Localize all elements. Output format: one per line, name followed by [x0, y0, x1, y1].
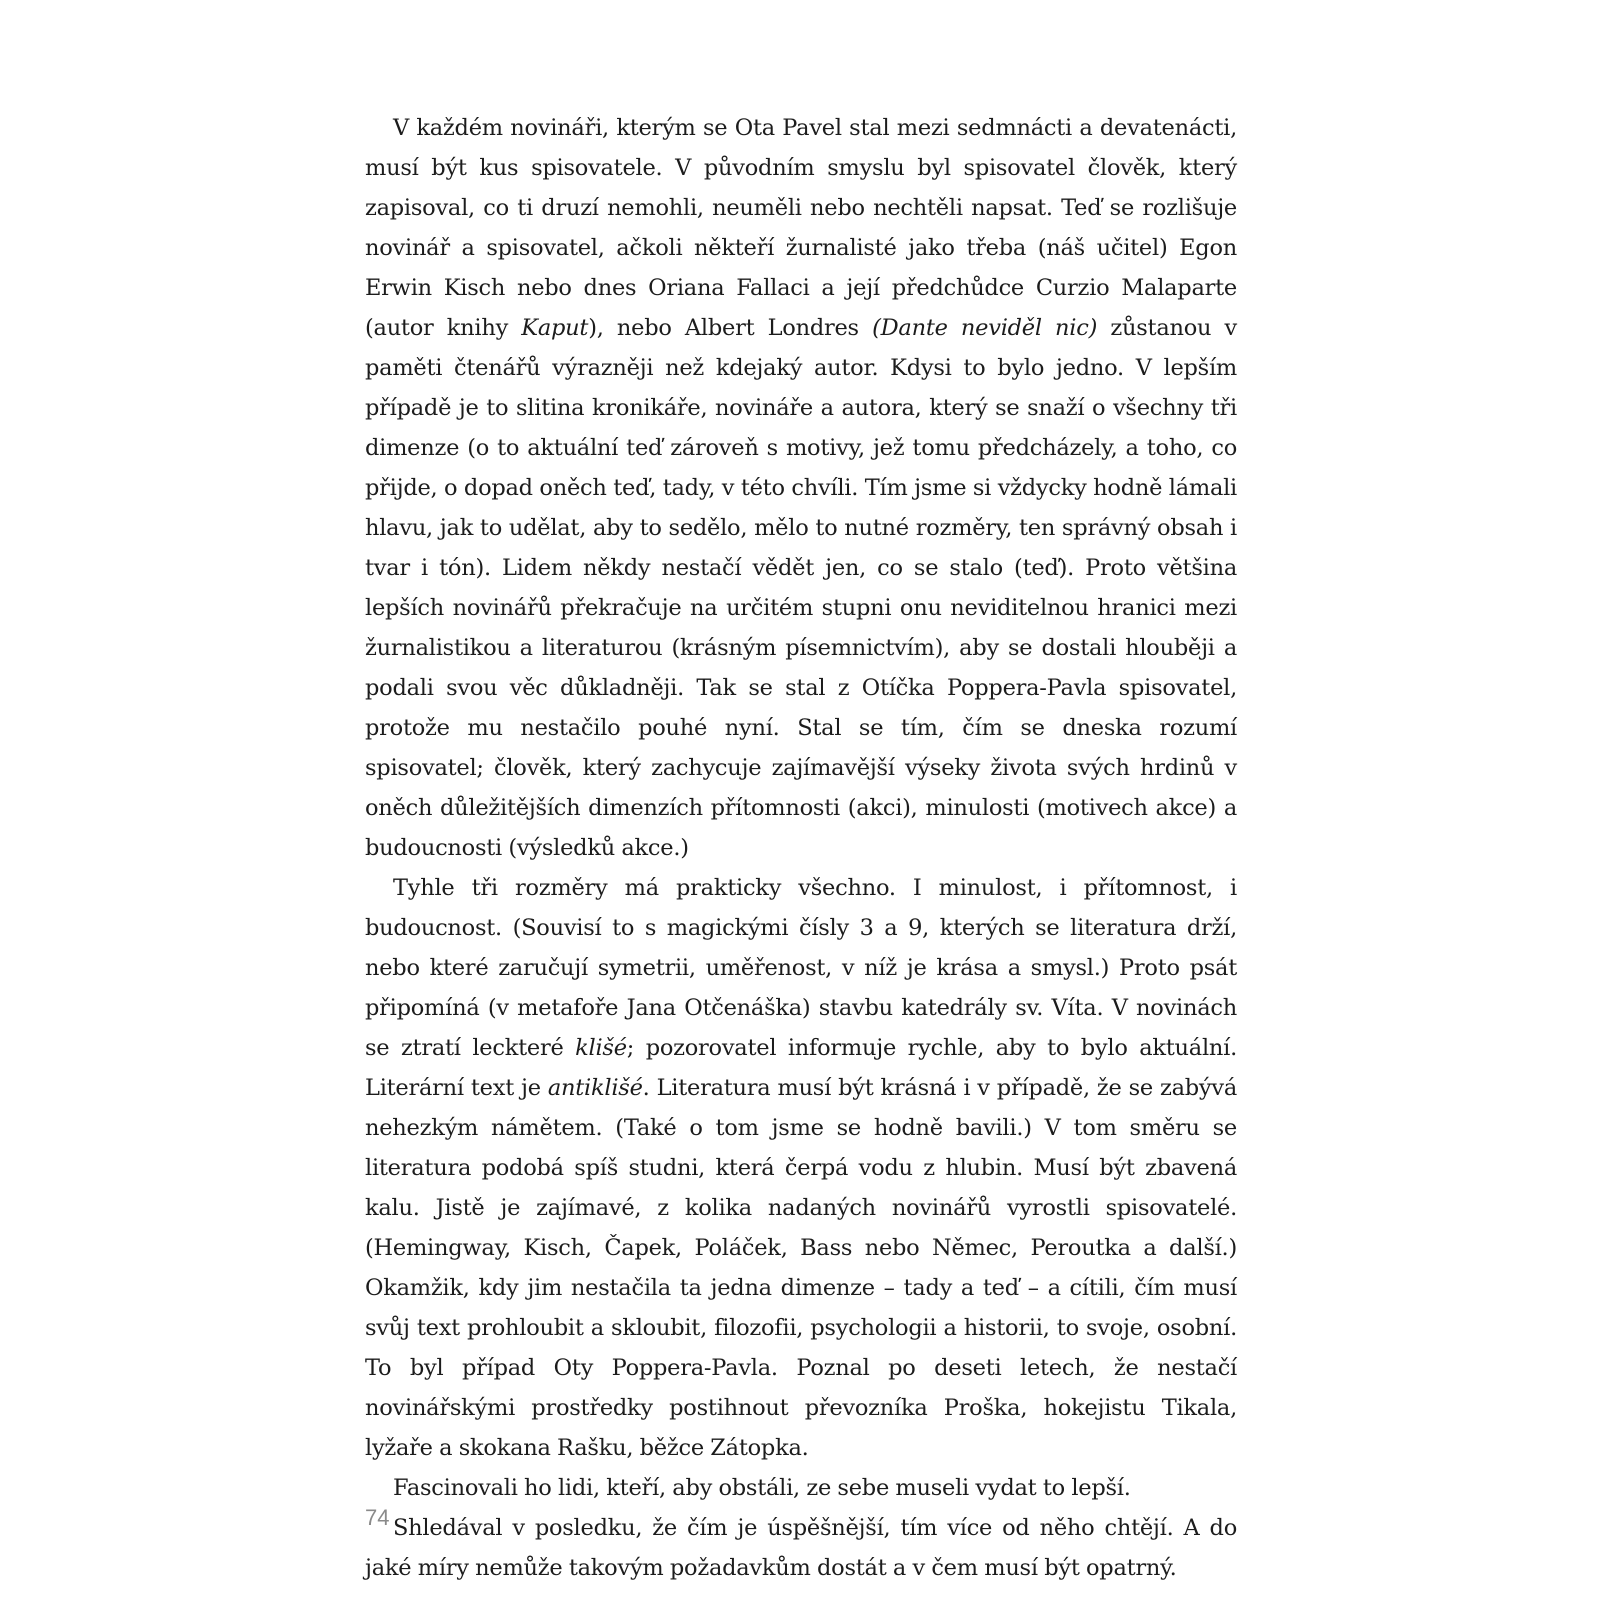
text-run: zůstanou v paměti čtenářů výrazněji než kdejaký autor. Kdysi to bylo jedno. V lepším případě je to slitina kronikáře, novináře a autora, který se snaží o všechny tři dimenze (o to aktuální teď zároveň s motivy, jež tomu předcházely, a toho, co přijde, o dopad oněch teď, tady, v této chvíli. Tím jsme si vždycky hodně lámali hlavu, jak to udělat, aby to sedělo, mělo to nutné rozměry, ten správný obsah i tvar i tón). Lidem někdy nestačí vědět jen, co se stalo (teď). Proto většina lepších novinářů překračuje na určitém stupni onu neviditelnou hranici mezi žurnalistikou a literaturou (krásným písemnictvím), aby se dostali hlouběji a podali svou věc důkladněji. Tak se stal z Otíčka Poppera-Pavla spisovatel, protože mu nestačilo pouhé nyní. Stal se tím, čím se dneska rozumí spisovatel; člověk, který zachycuje zajímavější výseky života svých hrdinů v oněch důležitějších dimenzích přítomnosti (akci), minulosti (motivech akce) a budoucnosti (výsledků akce.) — [365, 315, 1237, 861]
text-run: Shledával v posledku, že čím je úspěšnější, tím více od něho chtějí. A do jaké míry nemůže takovým požadavkům dostát a v čem musí být opatrný. — [365, 1515, 1237, 1581]
paragraph-3 — [365, 1468, 1237, 1508]
text-run: Fascinovali ho lidi, kteří, aby obstáli, ze sebe museli vydat to lepší. — [393, 1475, 1131, 1501]
text-run: . Literatura musí být krásná i v případě, že se zabývá nehezkým námětem. (Také o tom jsme se hodně bavili.) V tom směru se literatura podobá spíš studni, která čerpá vodu z hlubin. Musí být zbavená kalu. Jistě je zajímavé, z kolika nadaných novinářů vyrostli spisovatelé. (Hemingway, Kisch, Čapek, Poláček, Bass nebo Němec, Peroutka a další.) Okamžik, kdy jim nestačila ta jedna dimenze – tady a teď – a cítili, čím musí svůj text prohloubit a skloubit, filozofii, psychologii a historii, to svoje, osobní. To byl případ Oty Poppera-Pavla. Poznal po deseti letech, že nestačí novinářskými prostředky postihnout převozníka Proška, hokejistu Tikala, lyžaře a skokana Rašku, běžce Zátopka. — [365, 1075, 1237, 1461]
text-run: V každém novináři, kterým se Ota Pavel stal mezi sedmnácti a devatenácti, musí být kus spisovatele. V původním smyslu byl spisovatel člověk, který zapisoval, co ti druzí nemohli, neuměli nebo nechtěli napsat. Teď se rozlišuje novinář a spisovatel, ačkoli někteří žurnalisté jako třeba (náš učitel) Egon Erwin Kisch nebo dnes Oriana Fallaci a její předchůdce Curzio Malaparte (autor knihy — [365, 115, 1237, 341]
book-page-text — [365, 108, 1237, 1588]
text-run: Tyhle tři rozměry má prakticky všechno. I minulost, i přítomnost, i budoucnost. (Souvisí to s magickými čísly 3 a 9, kterých se literatura drží, nebo které zaručují symetrii, uměřenost, v níž je krása a smysl.) Proto psát připomíná (v metafoře Jana Otčenáška) stavbu katedrály sv. Víta. V novinách se ztratí leckteré — [365, 875, 1237, 1061]
italic-text-run: Kaput — [521, 315, 589, 341]
paragraph-2 — [365, 868, 1237, 1468]
text-run: ), nebo Albert Londres — [588, 315, 873, 341]
italic-text-run: antiklišé — [547, 1075, 643, 1101]
text-run: ; pozorovatel informuje rychle, aby to bylo aktuální. Literární text je — [365, 1035, 1237, 1101]
paragraph-4 — [365, 1508, 1237, 1588]
italic-text-run: (Dante neviděl nic) — [872, 315, 1098, 341]
page-number: 74 — [365, 1505, 390, 1530]
paragraph-1 — [365, 108, 1237, 868]
italic-text-run: klišé — [575, 1035, 627, 1061]
